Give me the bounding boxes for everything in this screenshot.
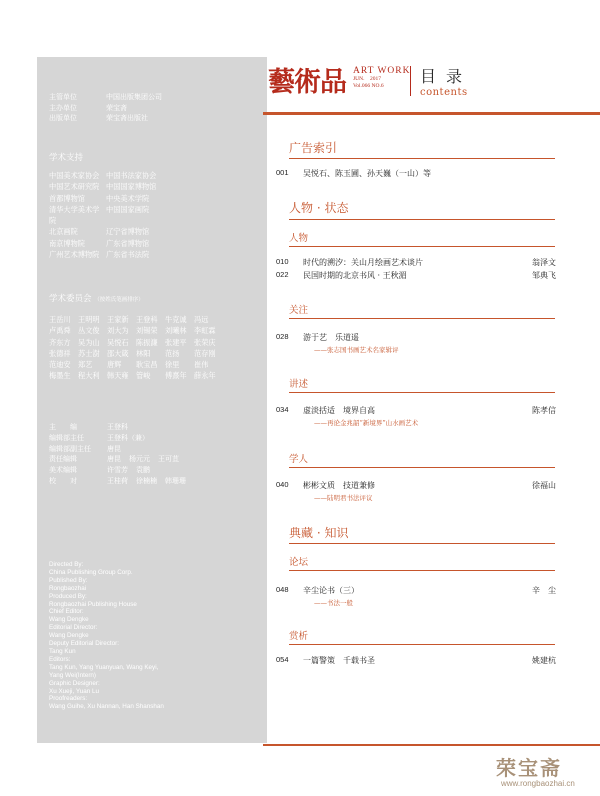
committee-member: 林阳 bbox=[136, 348, 151, 358]
section-divider bbox=[289, 158, 555, 159]
entry-title: 吴悦石、陈玉圃、孙天巍（一山）等 bbox=[303, 169, 431, 178]
committee-member: 卢禹舜 bbox=[49, 326, 71, 336]
committee-member: 吴悦石 bbox=[107, 337, 129, 347]
committee-member: 薛永年 bbox=[194, 371, 216, 381]
section-people-status: 人物 · 状态 bbox=[289, 201, 349, 215]
committee-member: 齐东方 bbox=[49, 337, 71, 347]
committee-member: 苏士澍 bbox=[78, 348, 100, 358]
page-number: 010 bbox=[276, 257, 289, 266]
credit-line: Deputy Editorial Director: bbox=[49, 640, 119, 648]
toc-title: 目录 bbox=[420, 67, 473, 86]
support-org: 北京画院 bbox=[49, 227, 78, 237]
watermark-url: www.rongbaozhai.cn bbox=[501, 779, 575, 788]
entry-title: 时代的溯汐：关山月绘画艺术谈片 bbox=[303, 258, 423, 267]
entry-author: 姚建杭 bbox=[532, 656, 556, 665]
staff-name: 袁鹏 bbox=[136, 466, 150, 475]
editorial-staff bbox=[49, 422, 194, 487]
credit-line: Wang Guihe, Xu Nannan, Han Shanshan bbox=[49, 703, 164, 711]
section-ad-index: 广告索引 bbox=[289, 141, 338, 155]
publisher-role: 主管单位 bbox=[49, 93, 77, 101]
staff-row bbox=[49, 454, 194, 465]
section-divider bbox=[289, 543, 555, 544]
staff-name: 徐楠楠 bbox=[136, 476, 157, 485]
subsection-forum: 论坛 bbox=[289, 557, 309, 568]
entry-subtitle: ——陆明君书法评议 bbox=[314, 494, 373, 502]
masthead-divider bbox=[410, 66, 411, 96]
credit-line: Published By: bbox=[49, 576, 88, 584]
academic-support-list bbox=[49, 170, 216, 260]
masthead-sidebar bbox=[37, 57, 267, 743]
page-number: 054 bbox=[276, 655, 289, 664]
entry-title: 彬彬文质 技道兼修 bbox=[303, 481, 375, 490]
publisher-value: 荣宝斋 bbox=[106, 103, 127, 112]
staff-role: 编辑部主任 bbox=[49, 433, 84, 442]
committee-member: 李虹霖 bbox=[194, 326, 216, 336]
committee-member: 王明明 bbox=[78, 315, 100, 324]
credit-line: Rongbaozhai Publishing House bbox=[49, 600, 137, 608]
support-org: 广州艺术博物院 bbox=[49, 250, 100, 260]
page-number: 001 bbox=[276, 168, 289, 177]
credit-line: Tang Kun bbox=[49, 647, 76, 655]
committee-member: 刘曦林 bbox=[165, 326, 187, 336]
credit-line: Directed By: bbox=[49, 561, 84, 568]
committee-member: 管峻 bbox=[136, 371, 151, 381]
publisher-role: 出版单位 bbox=[49, 114, 77, 122]
support-org: 广东省博物馆 bbox=[106, 238, 150, 248]
committee-member: 牛克诚 bbox=[165, 315, 187, 324]
page-number: 022 bbox=[276, 270, 289, 279]
watermark-logo: 荣宝斋 bbox=[496, 756, 562, 780]
committee-member: 张荣庆 bbox=[194, 337, 216, 347]
publisher-row bbox=[49, 92, 162, 103]
publisher-row bbox=[49, 113, 162, 124]
support-org: 中国艺术研究院 bbox=[49, 182, 100, 192]
committee-member: 唐辉 bbox=[107, 360, 122, 370]
committee-member: 邵大箴 bbox=[107, 348, 129, 358]
bottom-rule bbox=[263, 744, 600, 746]
credit-line: Proofreaders: bbox=[49, 695, 88, 703]
publisher-value: 中国出版集团公司 bbox=[106, 93, 162, 101]
credit-line: Tang Kun, Yang Yuanyuan, Wang Keyi, bbox=[49, 663, 159, 671]
entry-title: 一篇警策 千载书圣 bbox=[303, 656, 375, 665]
committee-member: 郑艺 bbox=[78, 360, 93, 370]
credit-line: Rongbaozhai bbox=[49, 584, 87, 592]
entry-author: 邹典飞 bbox=[532, 271, 556, 280]
committee-member: 王家新 bbox=[107, 315, 129, 324]
committee-member: 刘大为 bbox=[107, 326, 129, 336]
committee-member: 程大利 bbox=[78, 371, 100, 381]
credit-line: Xu Xueji, Yuan Lu bbox=[49, 687, 99, 695]
support-org: 清华大学美术学院 bbox=[49, 204, 100, 226]
subsection-divider bbox=[289, 318, 555, 319]
staff-name: 许雪芳 bbox=[107, 466, 128, 475]
support-org: 中国国家博物馆 bbox=[106, 182, 157, 192]
credit-line: China Publishing Group Corp. bbox=[49, 568, 133, 576]
art-work-label bbox=[353, 66, 411, 90]
committee-member: 耿宝昌 bbox=[136, 360, 158, 370]
subsection-divider bbox=[289, 644, 555, 645]
staff-name: 唐昆 bbox=[107, 455, 121, 464]
toc-title-en: contents bbox=[420, 87, 468, 98]
entry-author: 徐福山 bbox=[532, 481, 556, 490]
support-org: 中国美术家协会 bbox=[49, 171, 100, 180]
entry-title: 民国时期的北京书风 · 王秋湄 bbox=[303, 271, 407, 280]
staff-name: 王登科 bbox=[107, 423, 128, 431]
section-collection: 典藏 · 知识 bbox=[289, 526, 349, 540]
credit-line: Editors: bbox=[49, 655, 71, 663]
entry-title: 虚淡括适 境界自高 bbox=[303, 406, 375, 415]
committee-member: 徐里 bbox=[165, 360, 180, 370]
publisher-role: 主办单位 bbox=[49, 103, 77, 112]
committee-member: 梅墨生 bbox=[49, 371, 71, 381]
staff-row bbox=[49, 444, 194, 455]
committee-member: 傅熹年 bbox=[165, 371, 187, 381]
entry-subtitle: ——书法一般 bbox=[314, 599, 353, 607]
support-org: 中央美术学院 bbox=[106, 193, 150, 203]
support-org: 南京博物院 bbox=[49, 238, 85, 248]
staff-row bbox=[49, 433, 194, 444]
publisher-row bbox=[49, 103, 162, 114]
support-org: 辽宁省博物馆 bbox=[106, 227, 150, 237]
committee-member: 吴为山 bbox=[78, 337, 100, 347]
magazine-logo: 藝術品 bbox=[268, 67, 346, 98]
page-number: 034 bbox=[276, 405, 289, 414]
section-divider bbox=[289, 219, 555, 220]
committee-member: 丛文俊 bbox=[78, 326, 100, 336]
staff-role: 责任编辑 bbox=[49, 455, 77, 464]
entry-title: 游于艺 乐道遥 bbox=[303, 333, 359, 342]
subsection-divider bbox=[289, 246, 555, 247]
support-org: 中国国家画院 bbox=[106, 204, 150, 214]
credit-line: Yang Wei(Intern) bbox=[49, 671, 97, 679]
committee-list bbox=[49, 314, 223, 382]
entry-author: 翁泽文 bbox=[532, 258, 556, 267]
staff-role: 美术编辑 bbox=[49, 466, 77, 475]
staff-role: 编辑部副主任 bbox=[49, 444, 91, 453]
committee-heading: 学术委员会 （按姓氏笔画排序） bbox=[49, 294, 144, 304]
committee-member: 范扬 bbox=[165, 348, 180, 358]
support-org: 首都博物馆 bbox=[49, 193, 85, 203]
academic-support-heading: 学术支持 bbox=[49, 153, 84, 163]
art-work-text: ART WORK bbox=[353, 66, 411, 76]
committee-member: 崔伟 bbox=[194, 360, 209, 370]
committee-member: 王岳川 bbox=[49, 315, 71, 324]
english-credits bbox=[49, 561, 259, 711]
toc-heading bbox=[420, 64, 472, 98]
page-number: 040 bbox=[276, 480, 289, 489]
committee-member: 韩天雍 bbox=[107, 371, 129, 381]
subsection-divider bbox=[289, 392, 555, 393]
entry-title: 辛尘论书（三） bbox=[303, 586, 359, 595]
support-org: 中国书法家协会 bbox=[106, 171, 157, 180]
committee-member: 冯远 bbox=[194, 315, 209, 324]
entry-subtitle: ——再论金兆韶“新境界”山水画艺术 bbox=[314, 419, 419, 427]
top-rule bbox=[263, 112, 600, 115]
subsection-narration: 讲述 bbox=[289, 379, 309, 390]
staff-name: 韩珊珊 bbox=[165, 476, 186, 485]
page-number: 048 bbox=[276, 585, 289, 594]
publisher-info bbox=[49, 92, 162, 124]
committee-member: 王登科 bbox=[136, 315, 158, 324]
entry-author: 辛 尘 bbox=[532, 586, 556, 595]
staff-role: 校 对 bbox=[49, 476, 77, 485]
support-org: 广东省书法院 bbox=[106, 250, 150, 260]
subsection-focus: 关注 bbox=[289, 305, 309, 316]
credit-line: Editorial Director: bbox=[49, 624, 98, 632]
credit-line: Wang Dengke bbox=[49, 616, 89, 624]
publisher-value: 荣宝斋出版社 bbox=[106, 114, 148, 122]
staff-name: 王可苴 bbox=[158, 455, 179, 464]
subsection-divider bbox=[289, 467, 555, 468]
subsection-appreciation: 赏析 bbox=[289, 631, 309, 642]
staff-name: 王桂荷 bbox=[107, 476, 128, 485]
staff-row bbox=[49, 465, 194, 476]
entry-author: 陈孝信 bbox=[532, 406, 556, 415]
committee-member: 张德祥 bbox=[49, 348, 71, 358]
committee-member: 陈振濂 bbox=[136, 337, 158, 347]
subsection-divider bbox=[289, 570, 555, 571]
staff-name: 唐昆 bbox=[107, 444, 121, 453]
subsection-scholar: 学人 bbox=[289, 454, 309, 465]
staff-name: 王登科（兼） bbox=[107, 433, 149, 442]
committee-member: 范迪安 bbox=[49, 360, 71, 370]
subsection-people: 人物 bbox=[289, 233, 309, 244]
credit-line: Wang Dengke bbox=[49, 632, 89, 640]
staff-row bbox=[49, 422, 194, 433]
credit-line: Graphic Designer: bbox=[49, 679, 100, 687]
staff-role: 主 编 bbox=[49, 423, 77, 431]
credit-line: Produced By: bbox=[49, 592, 87, 600]
staff-name: 杨元元 bbox=[129, 455, 150, 464]
issue-volume: Vol.066 NO.6 bbox=[353, 83, 384, 89]
committee-member: 张建平 bbox=[165, 337, 187, 347]
committee-member: 刘锡荣 bbox=[136, 326, 158, 336]
entry-subtitle: ——张志国书画艺术名家辑评 bbox=[314, 346, 399, 354]
staff-row bbox=[49, 476, 194, 487]
page-number: 028 bbox=[276, 332, 289, 341]
credit-line: Chief Editor: bbox=[49, 608, 84, 616]
committee-member: 范存刚 bbox=[194, 348, 216, 358]
issue-date: JUN. 2017 bbox=[353, 76, 381, 82]
